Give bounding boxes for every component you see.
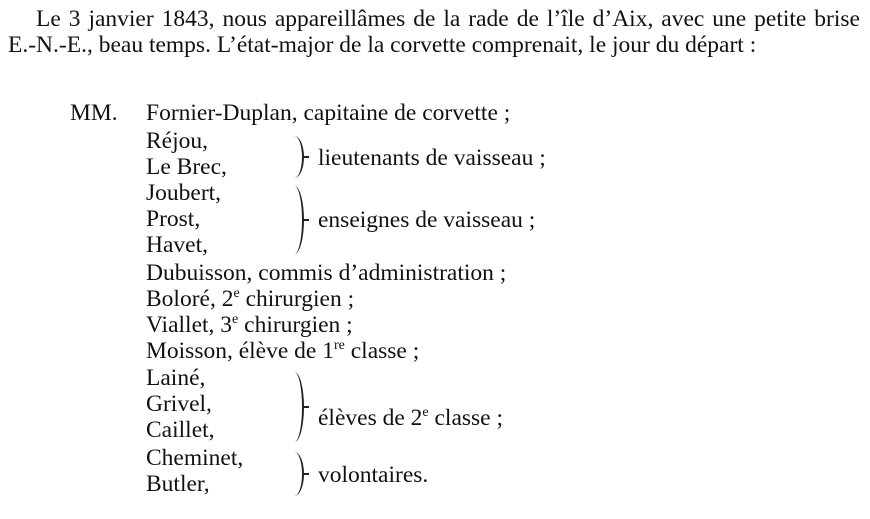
brace-eleves2: [288, 372, 304, 442]
name-laine: Lainé,: [146, 365, 206, 391]
name-rejou: Réjou,: [146, 128, 209, 154]
brace-volontaires: [288, 452, 304, 496]
role-volontaires: volontaires.: [318, 462, 429, 488]
entry-viallet: Viallet, 3e chirurgien ;: [146, 312, 353, 338]
name-le-brec: Le Brec,: [146, 154, 227, 180]
captain-entry: Fornier-Duplan, capitaine de corvette ;: [146, 100, 511, 126]
intro-text: Le 3 janvier 1843, nous appareillâmes de la rade de l’île d’Aix, avec une petite brise E.-N.-E., beau temps. L’état-major de la corvette comprenait, le jour du départ :: [8, 6, 860, 58]
entry-bolore: Boloré, 2e chirurgien ;: [146, 286, 355, 312]
name-havet: Havet,: [146, 232, 208, 258]
name-grivel: Grivel,: [146, 391, 212, 417]
name-caillet: Caillet,: [146, 417, 215, 443]
name-prost: Prost,: [146, 206, 201, 232]
name-joubert: Joubert,: [146, 180, 222, 206]
intro-paragraph: [8, 6, 860, 58]
role-eleves2: élèves de 2e classe ;: [318, 405, 504, 431]
brace-enseignes: [288, 186, 304, 254]
mm-label: MM.: [70, 100, 118, 126]
name-butler: Butler,: [146, 471, 210, 497]
brace-lieutenants: [288, 136, 304, 178]
role-lieutenants: lieutenants de vaisseau ;: [318, 145, 546, 171]
role-enseignes: enseignes de vaisseau ;: [318, 207, 536, 233]
name-cheminet: Cheminet,: [146, 445, 244, 471]
entry-moisson: Moisson, élève de 1re classe ;: [146, 338, 420, 364]
entry-dubuisson: Dubuisson, commis d’administration ;: [146, 260, 507, 286]
